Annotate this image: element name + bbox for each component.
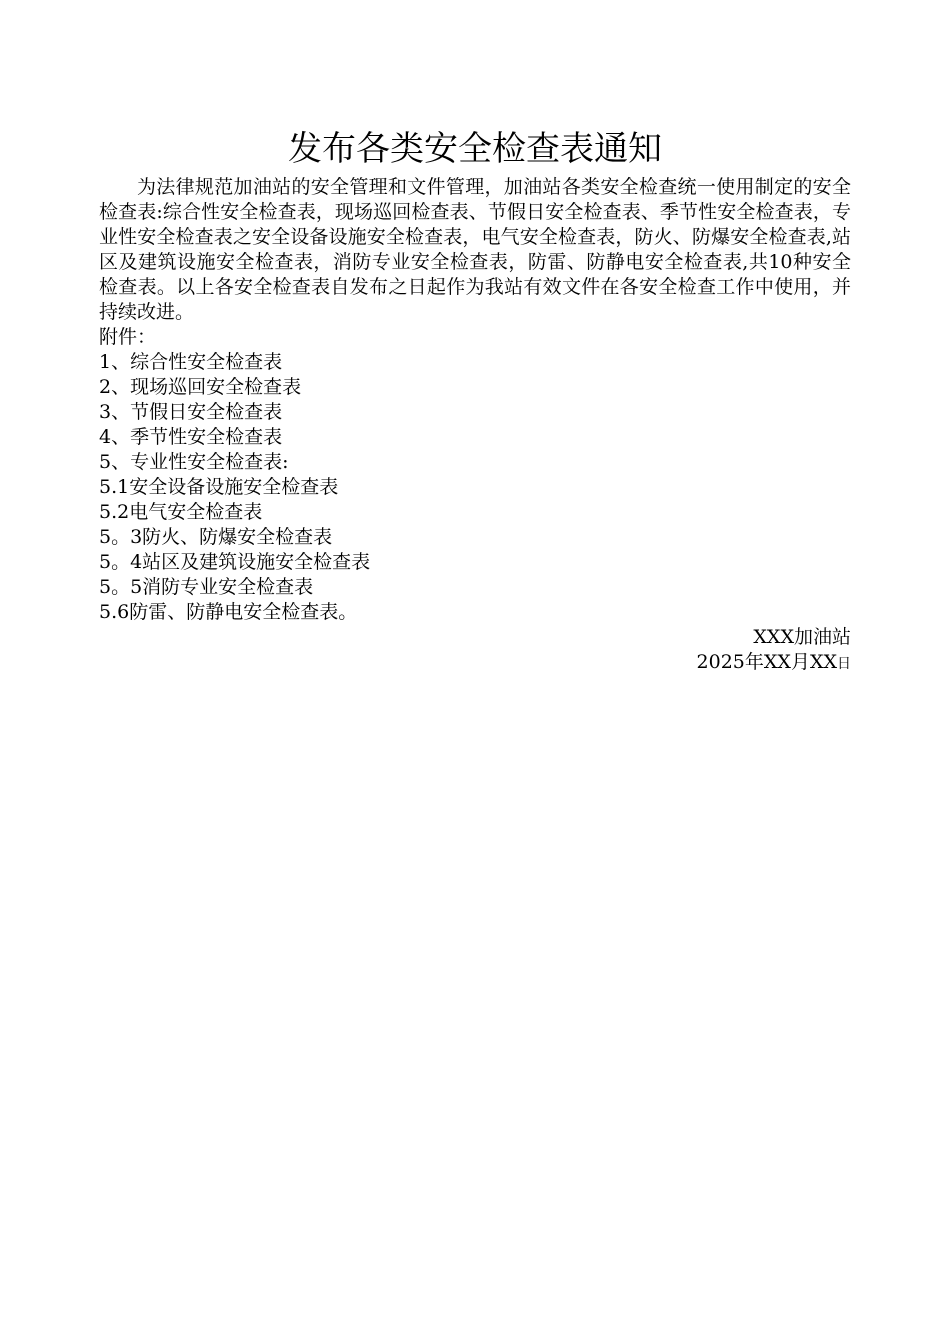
attachment-item: 1、综合性安全检查表: [99, 351, 283, 373]
attachment-list: [99, 350, 851, 625]
signature-date: [99, 650, 851, 677]
signature-date-day: 日: [837, 656, 851, 672]
attachment-item: 2、现场巡回安全检查表: [99, 376, 302, 398]
attachment-item: 5.1安全设备设施安全检查表: [99, 476, 339, 498]
attachment-label: 附件：: [99, 326, 157, 348]
attachment-item: 4、季节性安全检查表: [99, 426, 283, 448]
attachment-item: 3、节假日安全检查表: [99, 401, 283, 423]
signature-organization: XXX加油站: [753, 626, 851, 648]
attachment-item: 5。3防火、防爆安全检查表: [99, 526, 333, 548]
attachment-item: 5、专业性安全检查表:: [99, 451, 289, 473]
attachment-item: 5.6防雷、防静电安全检查表。: [99, 601, 358, 623]
document-title: 发布各类安全检查表通知: [288, 129, 662, 169]
notice-paragraph: 为法律规范加油站的安全管理和文件管理，加油站各类安全检查统一使用制定的安全检查表:综合性安全检查表，现场巡回检查表、节假日安全检查表、季节性安全检查表，专业性安全检查表之安全设备设施安全检查表，电气安全检查表，防火、防爆安全检查表,站区及建筑设施安全检查表，消防专业安全检查表，防雷、防静电安全检查表,共10种安全检查表。以上各安全检查表自发布之日起作为我站有效文件在各安全检查工作中使用，并持续改进。: [99, 176, 851, 323]
attachment-item: 5。4站区及建筑设施安全检查表: [99, 551, 371, 573]
attachment-item: 5.2电气安全检查表: [99, 501, 263, 523]
attachment-item: 5。5消防专业安全检查表: [99, 576, 314, 598]
signature-date-main: 2025年XX月XX: [696, 651, 837, 673]
document-body: [99, 175, 851, 677]
